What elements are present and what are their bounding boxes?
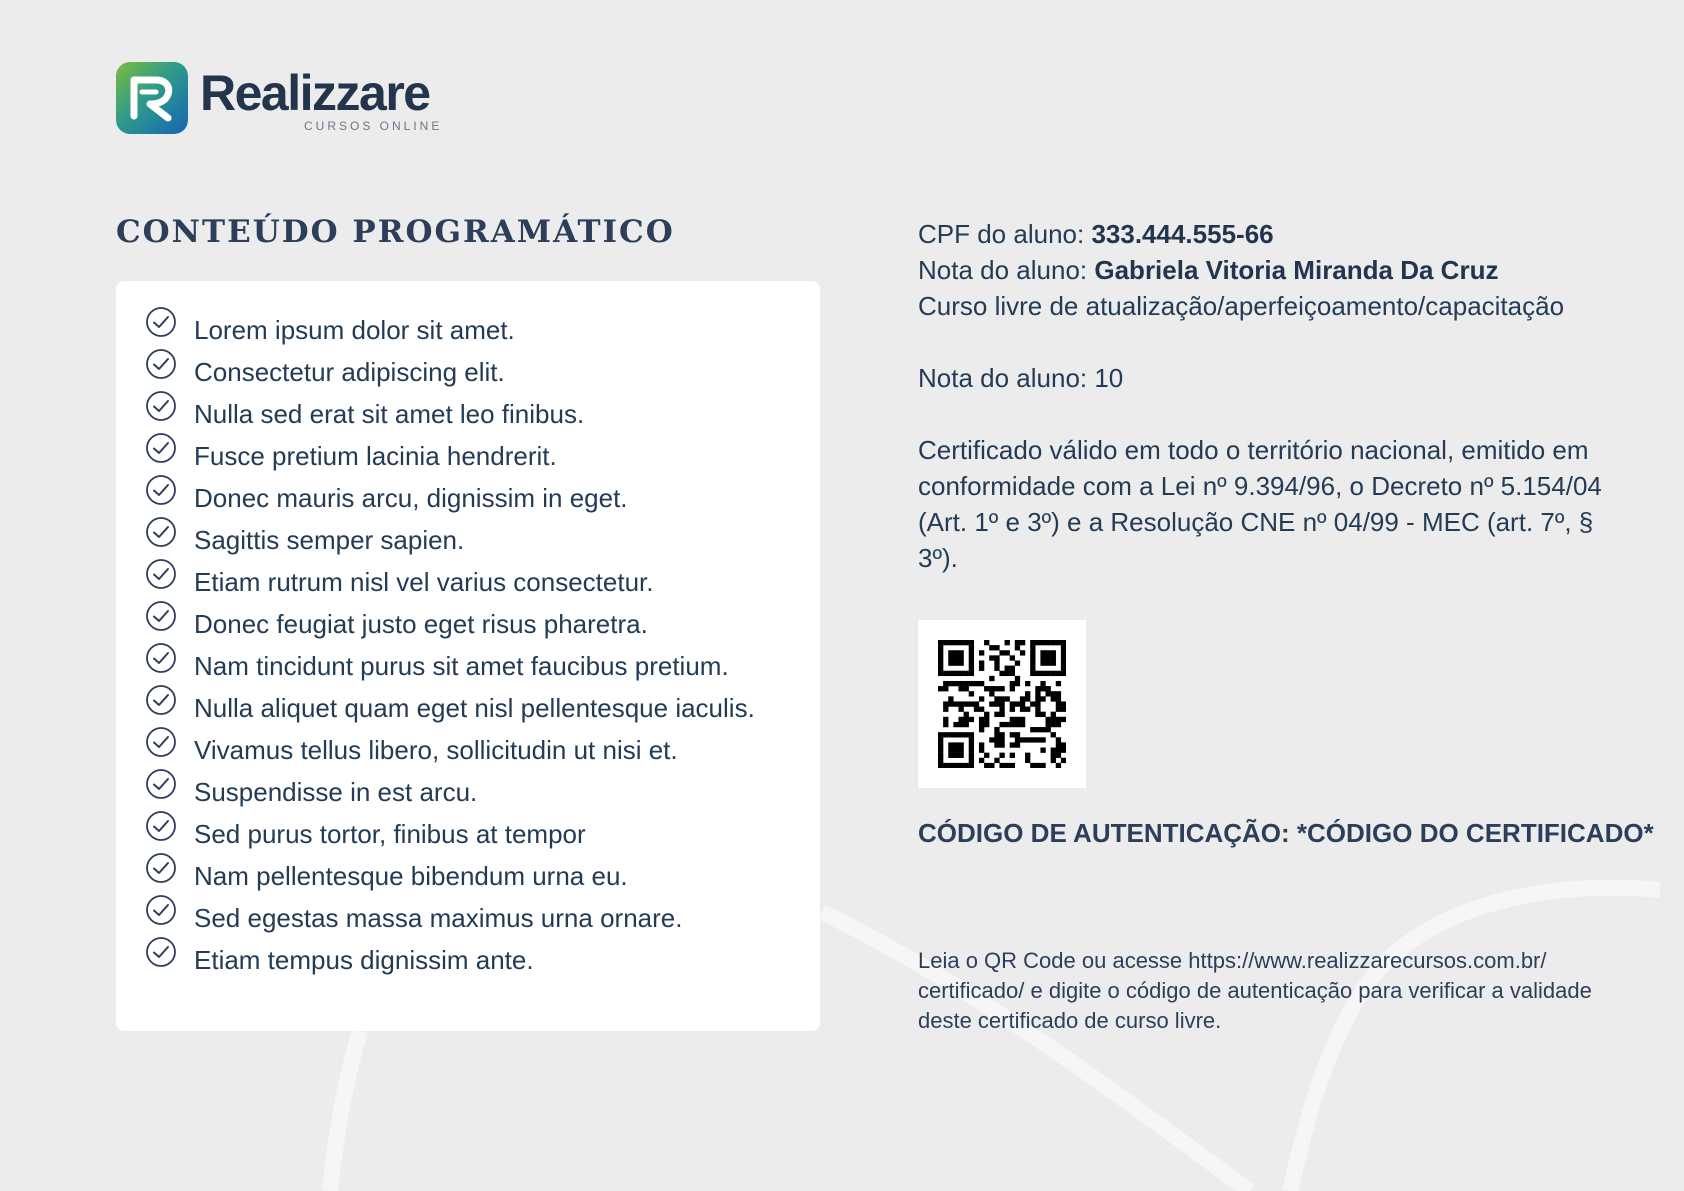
check-circle-icon xyxy=(145,600,177,632)
topic-list xyxy=(116,281,820,977)
topic-item xyxy=(145,515,820,557)
check-circle-icon xyxy=(145,936,177,968)
topic-text: Nulla sed erat sit amet leo finibus. xyxy=(194,399,585,429)
topic-item xyxy=(145,389,820,431)
verify-note: Leia o QR Code ou acesse https://www.realizzarecursos.com.br/ certificado/ e digite o código de autenticação para verificar a validade deste certificado de curso livre. xyxy=(918,948,1592,1033)
check-circle-icon xyxy=(145,894,177,926)
check-circle-icon xyxy=(145,642,177,674)
check-circle-icon xyxy=(145,810,177,842)
topic-text: Nam tincidunt purus sit amet faucibus pretium. xyxy=(194,651,729,681)
topic-text: Vivamus tellus libero, sollicitudin ut nisi et. xyxy=(194,735,678,765)
qr-code-icon xyxy=(938,640,1066,768)
topic-item xyxy=(145,725,820,767)
topic-text: Sagittis semper sapien. xyxy=(194,525,465,555)
brand-name: Realizzare xyxy=(200,65,430,121)
topic-text: Nam pellentesque bibendum urna eu. xyxy=(194,861,628,891)
topic-text: Consectetur adipiscing elit. xyxy=(194,357,505,387)
check-circle-icon xyxy=(145,306,177,338)
student-info xyxy=(918,216,1638,576)
check-circle-icon xyxy=(145,348,177,380)
check-circle-icon xyxy=(145,558,177,590)
check-circle-icon xyxy=(145,684,177,716)
topic-item xyxy=(145,557,820,599)
topic-item xyxy=(145,935,820,977)
topic-text: Donec feugiat justo eget risus pharetra. xyxy=(194,609,648,639)
topic-item xyxy=(145,641,820,683)
topic-text: Etiam tempus dignissim ante. xyxy=(194,945,534,975)
check-circle-icon xyxy=(145,768,177,800)
student-name-value: Gabriela Vitoria Miranda Da Cruz xyxy=(1094,255,1499,285)
topics-card xyxy=(116,281,820,1031)
topic-text: Fusce pretium lacinia hendrerit. xyxy=(194,441,557,471)
cpf-line xyxy=(918,216,1638,252)
topic-text: Sed egestas massa maximus urna ornare. xyxy=(194,903,683,933)
student-name-line xyxy=(918,252,1638,288)
check-circle-icon xyxy=(145,516,177,548)
topic-item xyxy=(145,809,820,851)
topic-item xyxy=(145,473,820,515)
check-circle-icon xyxy=(145,852,177,884)
student-grade: Nota do aluno: 10 xyxy=(918,363,1124,393)
topic-text: Nulla aliquet quam eget nisl pellentesque iaculis. xyxy=(194,693,755,723)
topic-text: Donec mauris arcu, dignissim in eget. xyxy=(194,483,628,513)
topic-item xyxy=(145,683,820,725)
check-circle-icon xyxy=(145,390,177,422)
section-title: CONTEÚDO PROGRAMÁTICO xyxy=(116,214,675,250)
cpf-label: CPF do aluno: xyxy=(918,219,1085,249)
auth-code: CÓDIGO DE AUTENTICAÇÃO: *CÓDIGO DO CERTIFICADO* xyxy=(918,818,1654,848)
topic-item xyxy=(145,347,820,389)
cpf-value: 333.444.555-66 xyxy=(1091,219,1274,249)
topic-item xyxy=(145,431,820,473)
check-circle-icon xyxy=(145,726,177,758)
topic-text: Suspendisse in est arcu. xyxy=(194,777,478,807)
topic-item xyxy=(145,893,820,935)
logo-r-icon xyxy=(116,62,188,134)
check-circle-icon xyxy=(145,474,177,506)
brand-tagline: CURSOS ONLINE xyxy=(304,119,443,133)
validity-text: Certificado válido em todo o território nacional, emitido em conformidade com a Lei nº 9.394/96, o Decreto nº 5.154/04 (Art. 1º e 3º) e a Resolução CNE nº 04/99 - MEC (art. 7º, § 3º). xyxy=(918,435,1602,573)
topic-text: Etiam rutrum nisl vel varius consectetur. xyxy=(194,567,654,597)
topic-text: Lorem ipsum dolor sit amet. xyxy=(194,315,515,345)
topic-item xyxy=(145,851,820,893)
course-type: Curso livre de atualização/aperfeiçoamento/capacitação xyxy=(918,291,1565,321)
brand-logo xyxy=(116,62,446,140)
topic-item xyxy=(145,767,820,809)
check-circle-icon xyxy=(145,432,177,464)
qr-code xyxy=(918,620,1086,788)
topic-item xyxy=(145,599,820,641)
student-name-label: Nota do aluno: xyxy=(918,255,1088,285)
topic-text: Sed purus tortor, finibus at tempor xyxy=(194,819,586,849)
topic-item xyxy=(145,305,820,347)
